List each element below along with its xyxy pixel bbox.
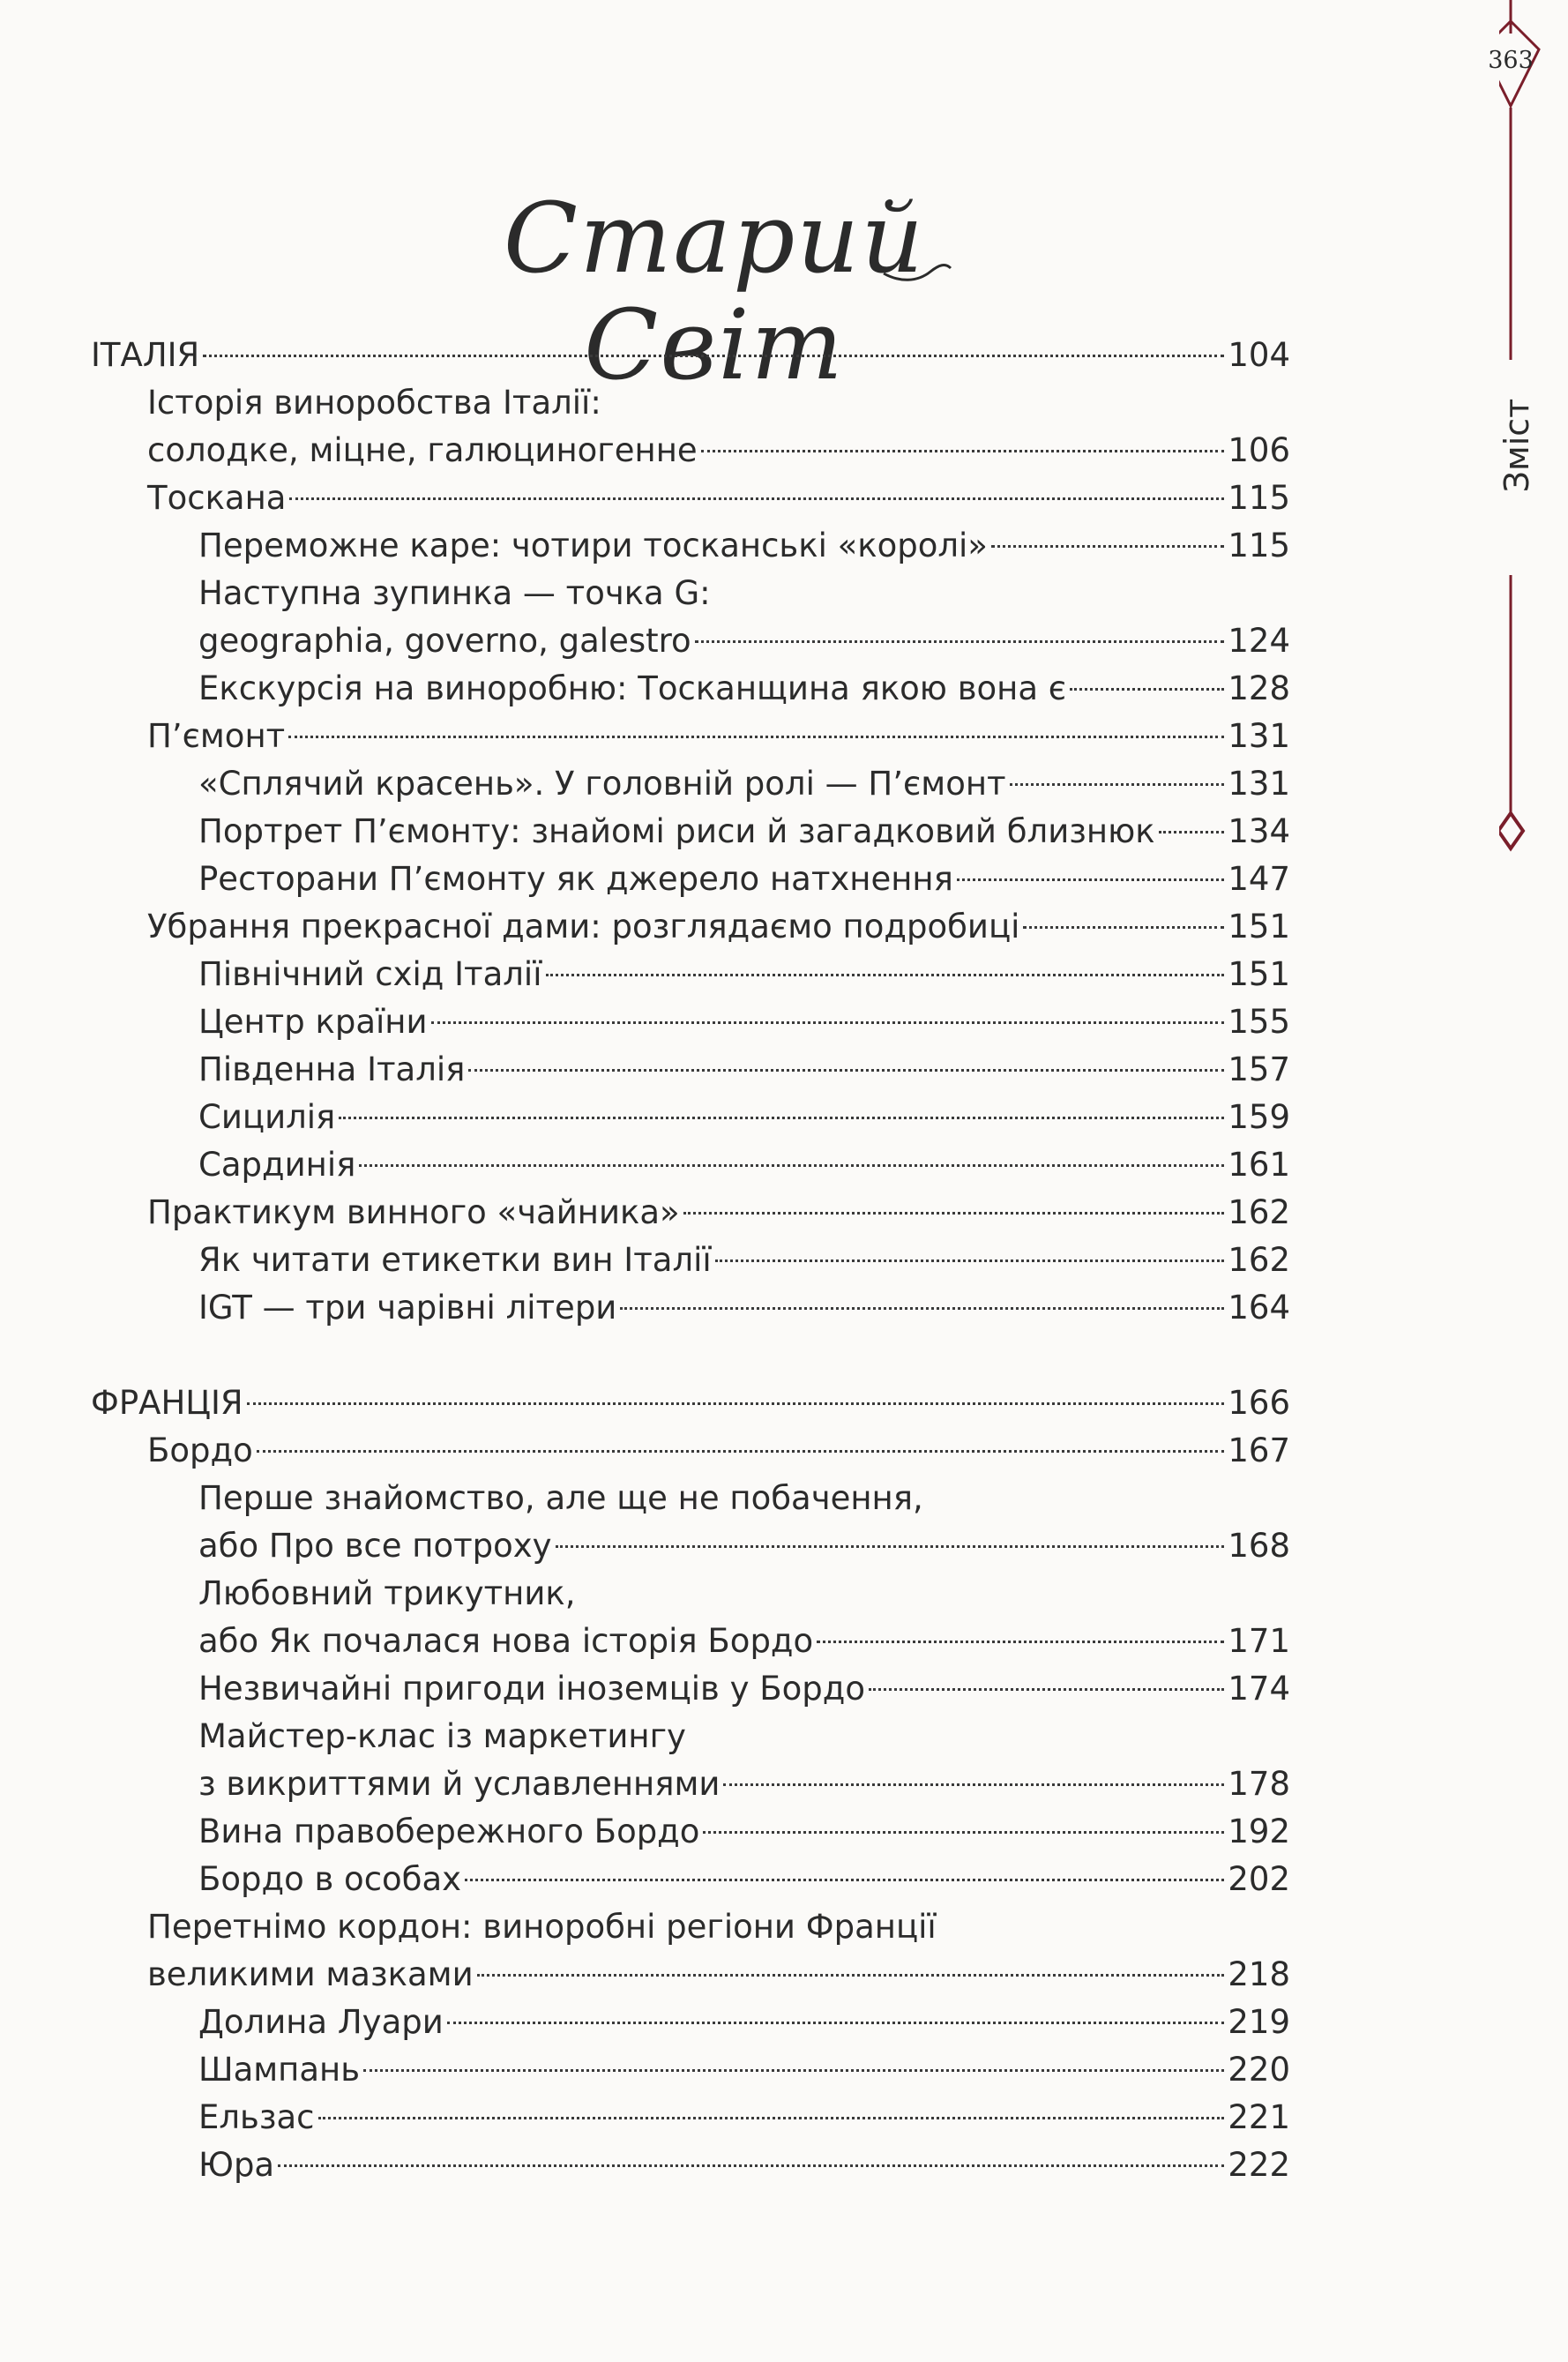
dot-leader bbox=[339, 1117, 1224, 1119]
dot-leader bbox=[991, 545, 1224, 548]
toc-entry-label: Як читати етикетки вин Італії bbox=[198, 1241, 712, 1279]
toc-entry-france bbox=[91, 1475, 1290, 1522]
toc-entry-page: 155 bbox=[1228, 1003, 1290, 1041]
toc-entry-italy bbox=[91, 1094, 1290, 1141]
dot-leader bbox=[289, 497, 1224, 500]
dot-leader bbox=[278, 2164, 1224, 2167]
toc-entry-italy bbox=[91, 1046, 1290, 1094]
toc-entry-france bbox=[91, 1760, 1290, 1808]
toc-entry-label: Тоскана bbox=[147, 479, 287, 517]
toc-entry-page: 164 bbox=[1228, 1289, 1290, 1327]
toc-entry-label: Вина правобережного Бордо bbox=[198, 1813, 700, 1850]
toc-entry-page: 147 bbox=[1228, 860, 1290, 898]
dot-leader bbox=[431, 1021, 1225, 1024]
toc-entry-label: Центр країни bbox=[198, 1003, 428, 1041]
toc-entry-italy bbox=[91, 760, 1290, 808]
table-of-contents bbox=[91, 332, 1290, 2189]
toc-entry-france bbox=[91, 1522, 1290, 1570]
toc-entry-italy bbox=[91, 332, 1290, 379]
toc-entry-label: ФРАНЦІЯ bbox=[91, 1384, 243, 1422]
toc-entry-page: 115 bbox=[1228, 527, 1290, 564]
toc-entry-page: 220 bbox=[1228, 2051, 1290, 2089]
dot-leader bbox=[359, 1164, 1224, 1167]
dot-leader bbox=[620, 1307, 1224, 1310]
toc-entry-italy bbox=[91, 379, 1290, 427]
dot-leader bbox=[683, 1212, 1225, 1215]
toc-entry-page: 219 bbox=[1228, 2003, 1290, 2041]
dot-leader bbox=[1070, 688, 1224, 691]
toc-entry-page: 131 bbox=[1228, 765, 1290, 803]
dot-leader bbox=[546, 974, 1225, 976]
toc-entry-label: Ресторани П’ємонту як джерело натхнення bbox=[198, 860, 953, 898]
toc-entry-label: Ельзас bbox=[198, 2098, 315, 2136]
dot-leader bbox=[247, 1402, 1225, 1405]
toc-entry-label: Любовний трикутник, bbox=[198, 1574, 576, 1612]
toc-entry-page: 151 bbox=[1228, 955, 1290, 993]
toc-entry-page: 221 bbox=[1228, 2098, 1290, 2136]
toc-entry-france bbox=[91, 1903, 1290, 1951]
dot-leader bbox=[695, 640, 1225, 643]
title-swash-ornament bbox=[882, 238, 952, 291]
toc-entry-label: Долина Луари bbox=[198, 2003, 444, 2041]
dot-leader bbox=[465, 1879, 1224, 1881]
toc-entry-france bbox=[91, 1951, 1290, 1999]
toc-entry-label: з викриттями й уславленнями bbox=[198, 1765, 721, 1803]
toc-entry-label: Південна Італія bbox=[198, 1050, 466, 1088]
page-number: 363 bbox=[1488, 46, 1534, 74]
toc-entry-france bbox=[91, 2094, 1290, 2141]
dot-leader bbox=[318, 2117, 1225, 2119]
toc-entry-label: великими мазками bbox=[147, 1955, 474, 1993]
toc-entry-label: Перетнімо кордон: виноробні регіони Франції bbox=[147, 1908, 937, 1946]
toc-entry-italy bbox=[91, 522, 1290, 570]
toc-entry-france bbox=[91, 2141, 1290, 2189]
toc-entry-page: 131 bbox=[1228, 717, 1290, 755]
toc-entry-france bbox=[91, 1713, 1290, 1760]
toc-entry-page: 168 bbox=[1228, 1527, 1290, 1565]
dot-leader bbox=[468, 1069, 1224, 1072]
toc-entry-france bbox=[91, 1379, 1290, 1427]
dot-leader bbox=[257, 1450, 1225, 1453]
toc-entry-page: 202 bbox=[1228, 1860, 1290, 1898]
toc-entry-label: IGT — три чарівні літери bbox=[198, 1289, 617, 1327]
toc-entry-label: Юра bbox=[198, 2146, 275, 2184]
toc-entry-label: Портрет П’ємонту: знайомі риси й загадковий близнюк bbox=[198, 812, 1155, 850]
toc-entry-page: 162 bbox=[1228, 1193, 1290, 1231]
toc-entry-label: Перше знайомство, але ще не побачення, bbox=[198, 1479, 923, 1517]
toc-entry-page: 115 bbox=[1228, 479, 1290, 517]
toc-entry-label: Убрання прекрасної дами: розглядаємо подробиці bbox=[147, 908, 1020, 946]
dot-leader bbox=[715, 1259, 1225, 1262]
toc-entry-label: Північний схід Італії bbox=[198, 955, 542, 993]
toc-entry-label: Сицилія bbox=[198, 1098, 336, 1136]
section-side-label: Зміст bbox=[1497, 398, 1536, 493]
toc-entry-france bbox=[91, 1618, 1290, 1665]
toc-entry-italy bbox=[91, 570, 1290, 617]
toc-entry-page: 178 bbox=[1228, 1765, 1290, 1803]
toc-entry-italy bbox=[91, 808, 1290, 856]
dot-leader bbox=[288, 736, 1224, 738]
dot-leader bbox=[447, 2022, 1225, 2024]
toc-entry-italy bbox=[91, 951, 1290, 998]
toc-entry-page: 218 bbox=[1228, 1955, 1290, 1993]
dot-leader bbox=[701, 450, 1225, 452]
section-gap bbox=[91, 1332, 1290, 1379]
dot-leader bbox=[1010, 783, 1225, 786]
toc-entry-france bbox=[91, 1856, 1290, 1903]
toc-entry-page: 166 bbox=[1228, 1384, 1290, 1422]
toc-entry-label: або Про все потроху bbox=[198, 1527, 552, 1565]
toc-entry-label: Переможне каре: чотири тосканські «королі» bbox=[198, 527, 988, 564]
toc-entry-italy bbox=[91, 1189, 1290, 1237]
toc-entry-france bbox=[91, 1808, 1290, 1856]
dot-leader bbox=[363, 2069, 1224, 2072]
toc-entry-label: Майстер-клас із маркетингу bbox=[198, 1717, 686, 1755]
toc-entry-italy bbox=[91, 856, 1290, 903]
toc-entry-page: 128 bbox=[1228, 669, 1290, 707]
toc-entry-italy bbox=[91, 475, 1290, 522]
dot-leader bbox=[477, 1974, 1225, 1977]
dot-leader bbox=[556, 1545, 1225, 1548]
toc-entry-france bbox=[91, 1665, 1290, 1713]
dot-leader bbox=[1159, 831, 1225, 833]
toc-entry-label: солодке, міцне, галюциногенне bbox=[147, 431, 698, 469]
toc-entry-italy bbox=[91, 665, 1290, 713]
toc-entry-label: або Як почалася нова історія Бордо bbox=[198, 1622, 814, 1660]
toc-entry-label: Екскурсія на виноробню: Тосканщина якою вона є bbox=[198, 669, 1067, 707]
toc-entry-france bbox=[91, 1570, 1290, 1618]
toc-entry-label: geographia, governo, galestro bbox=[198, 622, 691, 660]
dot-leader bbox=[817, 1641, 1224, 1643]
toc-entry-label: Бордо bbox=[147, 1431, 253, 1469]
toc-entry-label: Практикум винного «чайника» bbox=[147, 1193, 680, 1231]
toc-entry-france bbox=[91, 1999, 1290, 2046]
toc-entry-italy bbox=[91, 713, 1290, 760]
dot-leader bbox=[723, 1783, 1224, 1786]
toc-entry-italy bbox=[91, 617, 1290, 665]
toc-entry-label: П’ємонт bbox=[147, 717, 286, 755]
dot-leader bbox=[957, 878, 1225, 881]
toc-entry-page: 134 bbox=[1228, 812, 1290, 850]
dot-leader bbox=[869, 1688, 1224, 1691]
toc-entry-italy bbox=[91, 1141, 1290, 1189]
toc-entry-label: Бордо в особах bbox=[198, 1860, 462, 1898]
toc-entry-label: «Сплячий красень». У головній ролі — П’ємонт bbox=[198, 765, 1006, 803]
page-title: Старий Світ bbox=[503, 182, 926, 401]
toc-entry-page: 222 bbox=[1228, 2146, 1290, 2184]
toc-entry-page: 157 bbox=[1228, 1050, 1290, 1088]
toc-entry-italy bbox=[91, 427, 1290, 475]
toc-entry-label: Незвичайні пригоди іноземців у Бордо bbox=[198, 1670, 865, 1708]
toc-entry-label: ІТАЛІЯ bbox=[91, 336, 200, 374]
toc-entry-italy bbox=[91, 1237, 1290, 1284]
toc-entry-italy bbox=[91, 998, 1290, 1046]
toc-entry-page: 106 bbox=[1228, 431, 1290, 469]
toc-entry-label: Наступна зупинка — точка G: bbox=[198, 574, 711, 612]
toc-entry-page: 167 bbox=[1228, 1431, 1290, 1469]
toc-entry-france bbox=[91, 2046, 1290, 2094]
dot-leader bbox=[203, 355, 1224, 357]
toc-entry-label: Шампань bbox=[198, 2051, 361, 2089]
toc-entry-page: 159 bbox=[1228, 1098, 1290, 1136]
toc-entry-label: Сардинія bbox=[198, 1146, 356, 1184]
dot-leader bbox=[1023, 926, 1224, 929]
toc-entry-italy bbox=[91, 1284, 1290, 1332]
toc-entry-page: 192 bbox=[1228, 1813, 1290, 1850]
toc-entry-page: 161 bbox=[1228, 1146, 1290, 1184]
toc-entry-page: 104 bbox=[1228, 336, 1290, 374]
toc-entry-page: 124 bbox=[1228, 622, 1290, 660]
toc-entry-page: 174 bbox=[1228, 1670, 1290, 1708]
toc-entry-italy bbox=[91, 903, 1290, 951]
toc-entry-france bbox=[91, 1427, 1290, 1475]
toc-entry-page: 171 bbox=[1228, 1622, 1290, 1660]
toc-entry-page: 162 bbox=[1228, 1241, 1290, 1279]
dot-leader bbox=[703, 1831, 1224, 1834]
toc-entry-label: Історія виноробства Італії: bbox=[147, 384, 601, 422]
toc-entry-page: 151 bbox=[1228, 908, 1290, 946]
